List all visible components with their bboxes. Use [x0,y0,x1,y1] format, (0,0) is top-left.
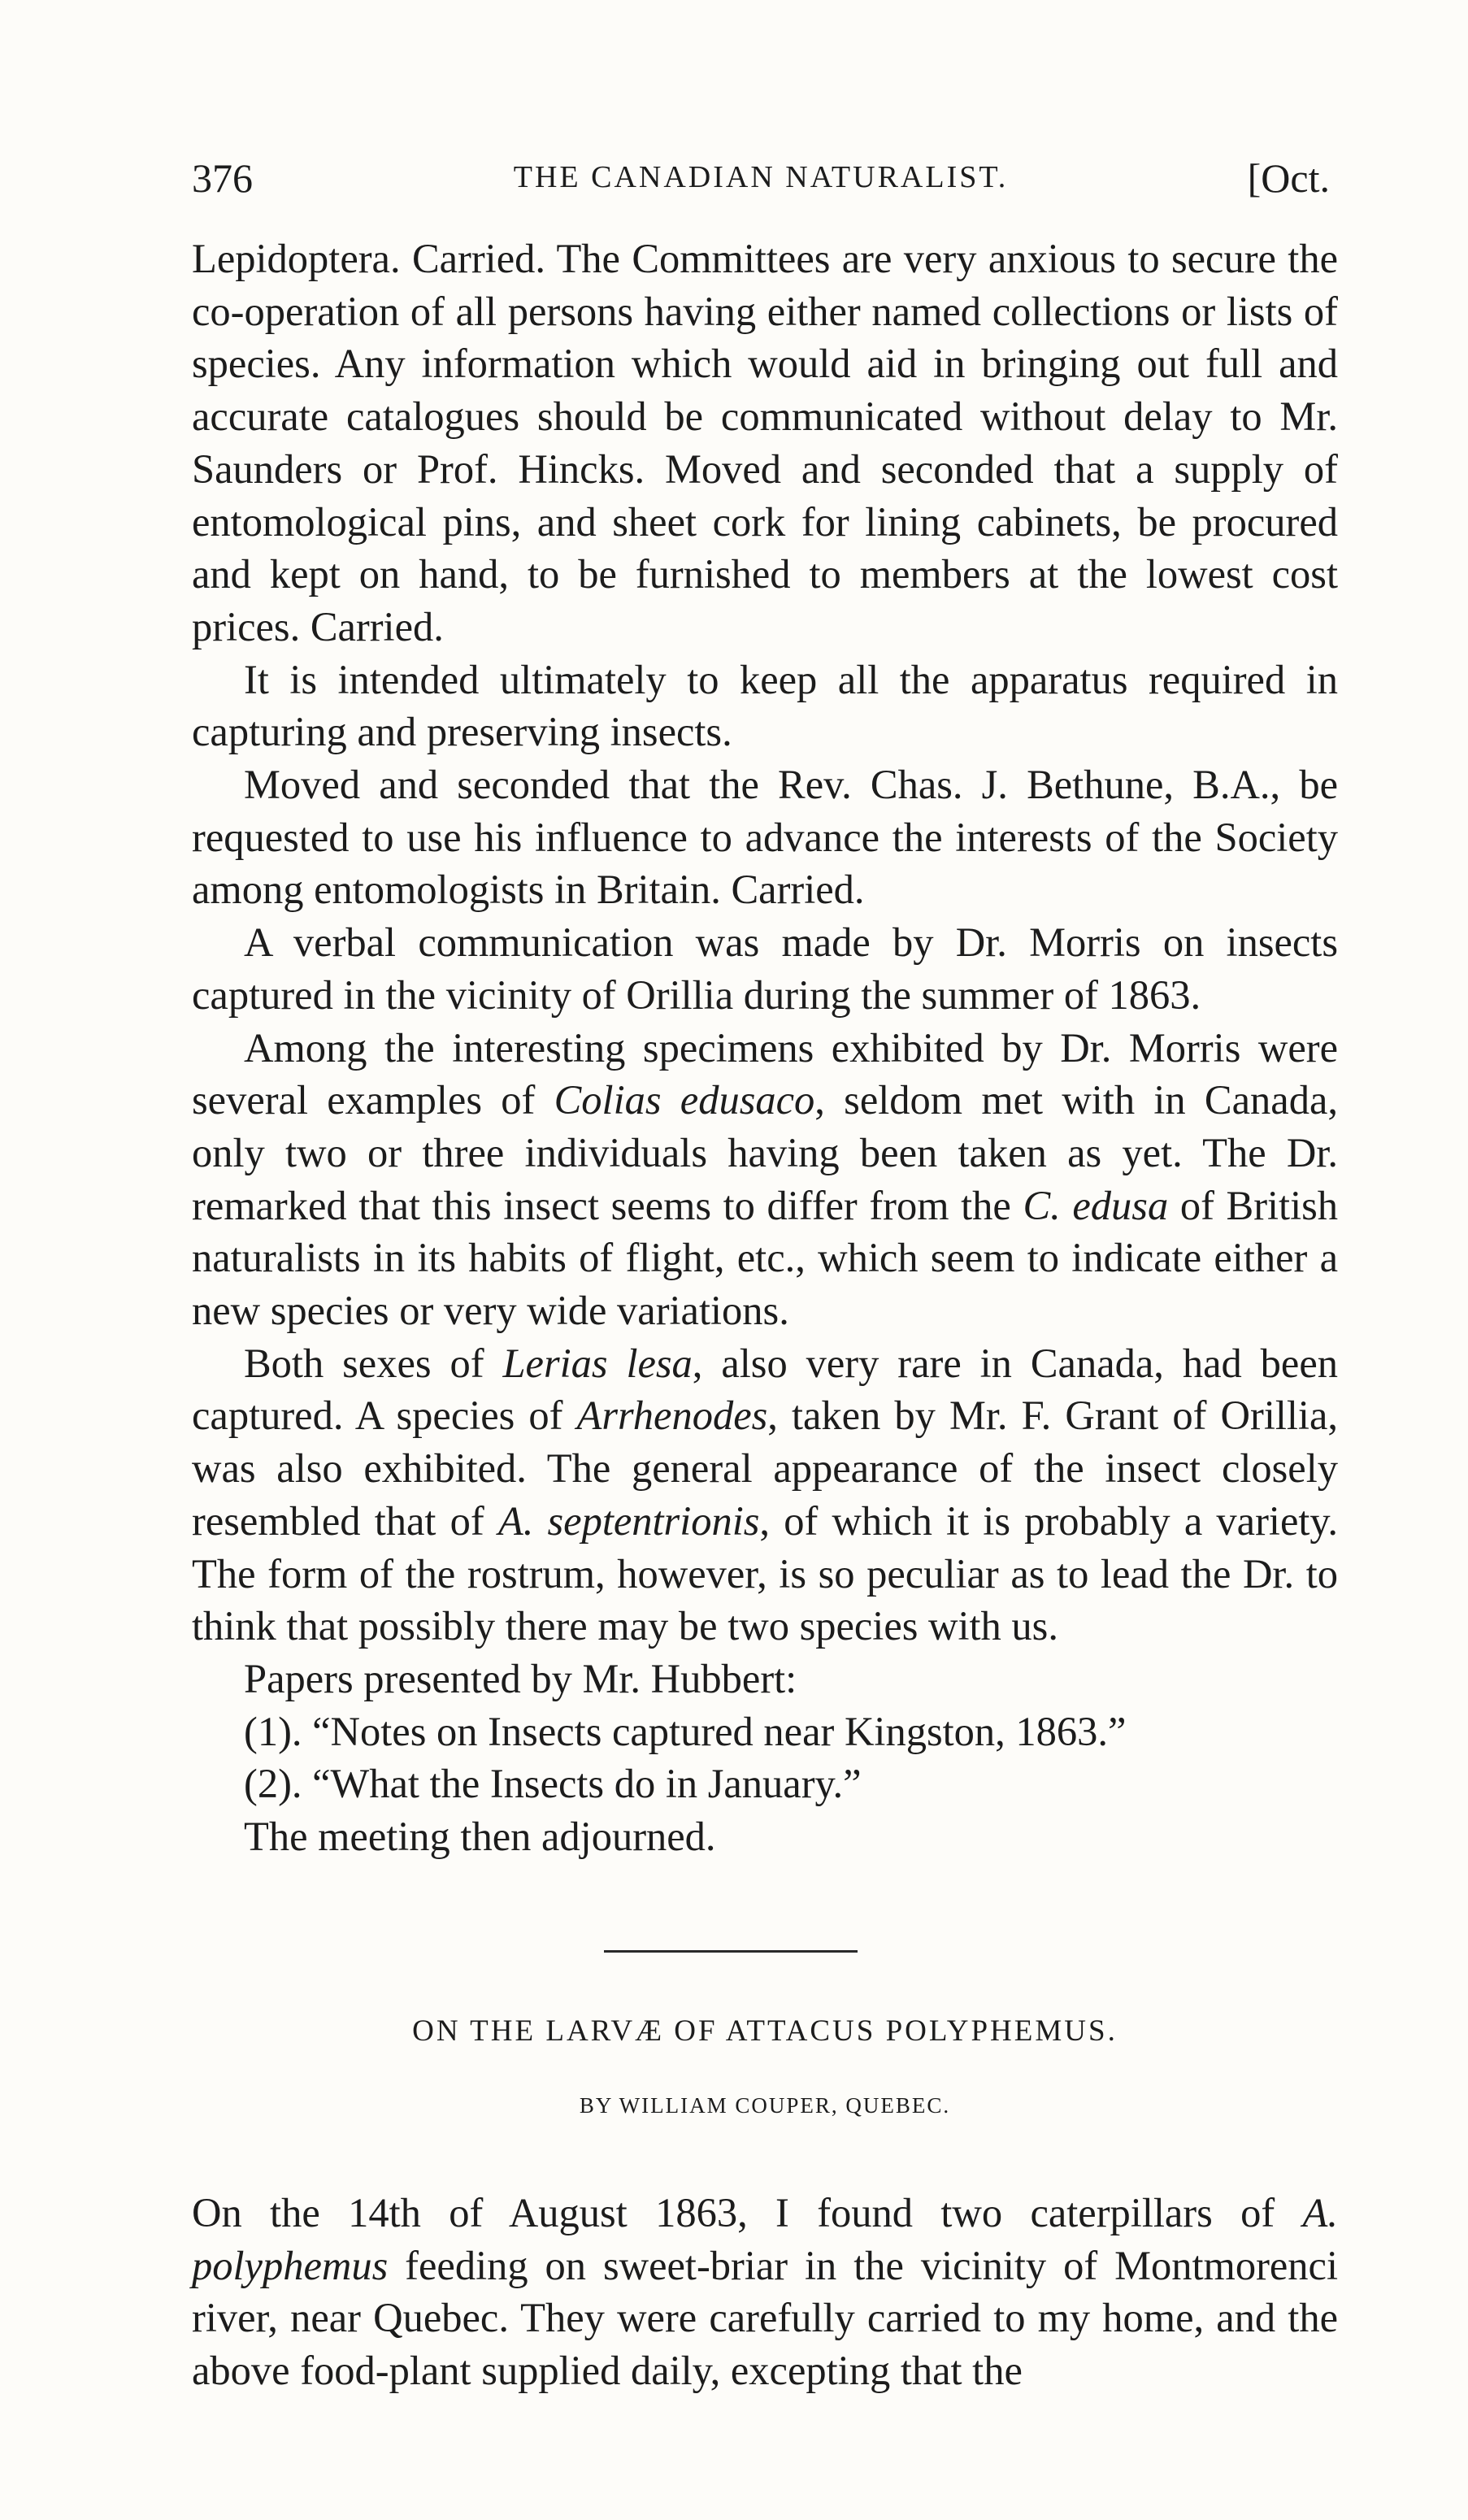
issue-month: [Oct. [1247,155,1330,201]
species-name: A. polyphemus [192,2190,1338,2288]
article-title: ON THE LARVÆ OF ATTACUS POLYPHEMUS. [412,2014,1118,2048]
page-number: 376 [192,155,253,201]
paragraph: On the 14th of August 1863, I found two caterpillars of A. polyphemus feeding on sweet-briar in the vicinity of Montmorenci river, near Quebec. They were carefully carried to my home, and the above food-plant supplied daily, excepting that the [192,2190,1338,2394]
list-item: (2). “What the Insects do in January.” [244,1761,862,1807]
species-name: Arrhenodes [576,1393,768,1439]
paragraph: A verbal communication was made by Dr. Morris on insects captured in the vicinity of Orillia during the summer of 1863. [192,919,1338,1018]
species-name: A. septentrionis [497,1497,760,1544]
article-byline: BY WILLIAM COUPER, QUEBEC. [579,2093,951,2118]
paragraph: Moved and seconded that the Rev. Chas. J. Bethune, B.A., be requested to use his influence to advance the interests of the Society among entomologists in Britain. Carried. [192,762,1338,913]
paragraph: Papers presented by Mr. Hubbert: [244,1655,797,1701]
minutes-text [192,232,1338,1863]
paragraph: Lepidoptera. Carried. The Committees are very anxious to secure the co-operation of all persons having either named collections or lists of species. Any information which would aid in bringing out full and accurate catalogues should be communicated without delay to Mr. Saunders or Prof. Hincks. Moved and seconded that a supply of entomological pins, and sheet cork for lining cabinets, be procured and kept on hand, to be furnished to members at the lowest cost prices. Carried. [192,236,1338,650]
article-text [192,2187,1338,2397]
section-divider [604,1950,858,1953]
list-item: (1). “Notes on Insects captured near Kingston, 1863.” [244,1708,1127,1754]
species-name: Colias edusaco [554,1077,815,1123]
running-head [192,154,1330,211]
species-name: Lerias lesa [502,1340,693,1386]
paragraph: It is intended ultimately to keep all the apparatus required in capturing and preserving insects. [192,656,1338,755]
journal-title: THE CANADIAN NATURALIST. [513,160,1009,194]
species-name: C. edusa [1023,1182,1169,1228]
paragraph: Among the interesting specimens exhibited by Dr. Morris were several examples of Colias edusaco, seldom met with in Canada, only two or three individuals having been taken as yet. The Dr. remarked that this insect seems to differ from the C. edusa of British naturalists in its habits of flight, etc., which seem to indicate either a new species or very wide variations. [192,1024,1339,1334]
paragraph: The meeting then adjourned. [244,1814,716,1860]
paragraph: Both sexes of Lerias lesa, also very rare in Canada, had been captured. A species of Arrhenodes, taken by Mr. F. Grant of Orillia, was also exhibited. The general appearance of the insect closely resembled that of A. septentrionis, of which it is probably a variety. The form of the rostrum, however, is so peculiar as to lead the Dr. to think that possibly there may be two species with us. [192,1340,1338,1649]
